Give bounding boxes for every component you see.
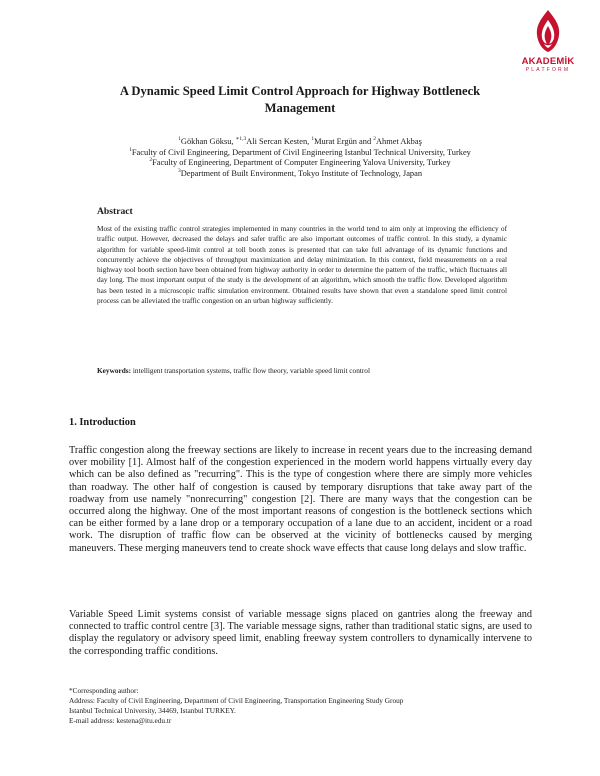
introduction-paragraph-1: Traffic congestion along the freeway sections are likely to increase in recent years due to the increasing demand over mobility [1]. Almost half of the congestion experienced in the modern world happens virtually every day which can be also defined as "recurring". This is the type of congestion where there are simply more vehicles than roadway. The other half of congestion is caused by temporary disruptions that take away part of the roadway from use namely "nonrecurring" congestion [2]. There are many ways that the congestion can be occurred along the highway. One of the most important reasons of congestion is the bottleneck sections which can be either formed by a lane drop or a temporary occupation of a lane due to an accident, incident or a road work. The disruption of traffic flow can be observed at the vicinity of bottlenecks caused by merging maneuvers. These merging maneuvers tend to create shock wave effects that cause long delays and slow traffic. (69, 445, 532, 554)
keywords-label: Keywords: (97, 366, 132, 375)
logo-wordmark: AKADEMİK (521, 56, 575, 67)
author-akbas: Ahmet Akbaş (376, 137, 422, 146)
footnote-corresponding: *Corresponding author: (69, 686, 139, 695)
keywords-text: intelligent transportation systems, traffic flow theory, variable speed limit control (132, 366, 370, 375)
affiliation-2: $^2$Faculty of Engineering, Department of Computer Engineering Yalova University, Turkey (149, 157, 451, 168)
flame-emblem-icon (528, 8, 568, 56)
author-block (60, 137, 540, 179)
author-goksu: Gökhan Göksu, (180, 137, 234, 146)
keywords (97, 366, 507, 375)
abstract-text: Most of the existing traffic control strategies implemented in many countries in the world tend to aim only at improving the efficiency of traffic output. However, decreased the delays and safer traffic are also important outcomes of traffic control. In this study, a dynamic algorithm for variable speed-limit control at toll booth zones is presented that can take full advantage of its dynamic functions and concurrently achieve the objectives of throughput maximization and delay minimization. In this context, field measurements on a real highway tool booth section have been obtained from highway authority in order to determine the pattern of the traffic, which fluctuates all day long. The most important output of the study is the development of an algorithm, which smooth the traffic flow. Developed algorithm has been tested in a microscopic traffic simulation environment. Obtained results have shown that even a standalone speed limit control process can be alleviated the traffic congestion on an urban highway sufficiently. (97, 224, 507, 306)
footnote-address: Address: Faculty of Civil Engineering, Department of Civil Engineering, Transportation Engineering Study Group (69, 696, 404, 705)
section-heading-introduction: 1. Introduction (69, 417, 136, 428)
author-line: $^1$Gökhan Göksu, $^{∗1,3}$Ali Sercan Kesten, $^1$Murat Ergün and $^2$Ahmet Akbaş (178, 136, 422, 146)
logo-subtitle: PLATFORM (525, 67, 571, 73)
footnote (69, 686, 532, 726)
affiliation-1: $^1$Faculty of Civil Engineering, Department of Civil Engineering Istanbul Technical University, Turkey (129, 146, 471, 157)
paper-title: A Dynamic Speed Limit Control Approach for Highway Bottleneck Management (119, 84, 481, 115)
footnote-email: E-mail address: kestena@itu.edu.tr (69, 716, 172, 725)
author-ergun: Murat Ergün and (314, 137, 372, 146)
affiliation-3: $^3$Department of Built Environment, Tokyo Institute of Technology, Japan (177, 167, 423, 178)
footnote-address-cont: Istanbul Technical University, 34469, Istanbul TURKEY. (69, 706, 236, 715)
akademik-platform-logo (513, 8, 583, 78)
abstract-heading: Abstract (97, 206, 133, 217)
author-kesten: Ali Sercan Kesten, (246, 137, 310, 146)
introduction-paragraph-2: Variable Speed Limit systems consist of variable message signs placed on gantries along the freeway and connected to traffic control centre [3]. The variable message signs, rather than traditional static signs, are used to display the regulatory or advisory speed limit, enabling freeway system controllers to dynamically intervene to the corresponding traffic conditions. (69, 609, 532, 657)
